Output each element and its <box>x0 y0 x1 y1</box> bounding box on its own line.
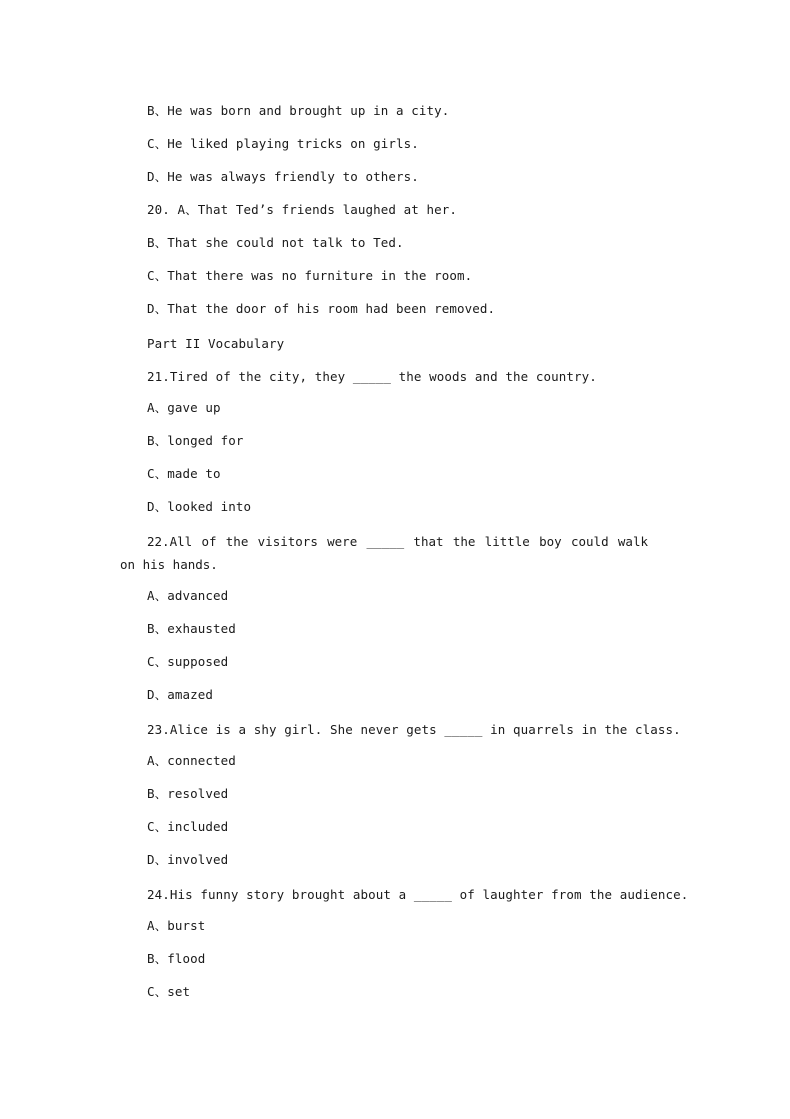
section-title: Part II Vocabulary <box>147 336 285 351</box>
q22-option-b: B、exhausted <box>147 621 236 636</box>
q19-option-d: D、He was always friendly to others. <box>147 169 419 184</box>
q20-option-b: B、That she could not talk to Ted. <box>147 235 404 250</box>
q24-option-c: C、set <box>147 984 191 999</box>
q23-option-b: B、resolved <box>147 786 229 801</box>
q21-option-c: C、made to <box>147 466 221 481</box>
q23-stem: 23.Alice is a shy girl. She never gets _____ in quarrels in the class. <box>147 722 681 737</box>
q21-option-d: D、looked into <box>147 499 252 514</box>
q21-option-a: A、gave up <box>147 400 221 415</box>
q23-option-c: C、included <box>147 819 229 834</box>
q24-stem: 24.His funny story brought about a _____ of laughter from the audience. <box>147 887 689 902</box>
q22-option-c: C、supposed <box>147 654 229 669</box>
q21-stem: 21.Tired of the city, they _____ the woods and the country. <box>147 369 597 384</box>
q20-option-a: 20. A、That Ted’s friends laughed at her. <box>147 202 457 217</box>
q22-option-a: A、advanced <box>147 588 229 603</box>
q24-option-a: A、burst <box>147 918 206 933</box>
q19-option-c: C、He liked playing tricks on girls. <box>147 136 419 151</box>
q20-option-c: C、That there was no furniture in the room. <box>147 268 473 283</box>
q22-stem: 22.All of the visitors were _____ that the little boy could walk on his hands. <box>120 534 648 572</box>
q23-option-d: D、involved <box>147 852 229 867</box>
q22-option-d: D、amazed <box>147 687 213 702</box>
q20-option-d: D、That the door of his room had been removed. <box>147 301 496 316</box>
q24-option-b: B、flood <box>147 951 206 966</box>
q23-option-a: A、connected <box>147 753 236 768</box>
q19-option-b: B、He was born and brought up in a city. <box>147 103 450 118</box>
q21-option-b: B、longed for <box>147 433 244 448</box>
